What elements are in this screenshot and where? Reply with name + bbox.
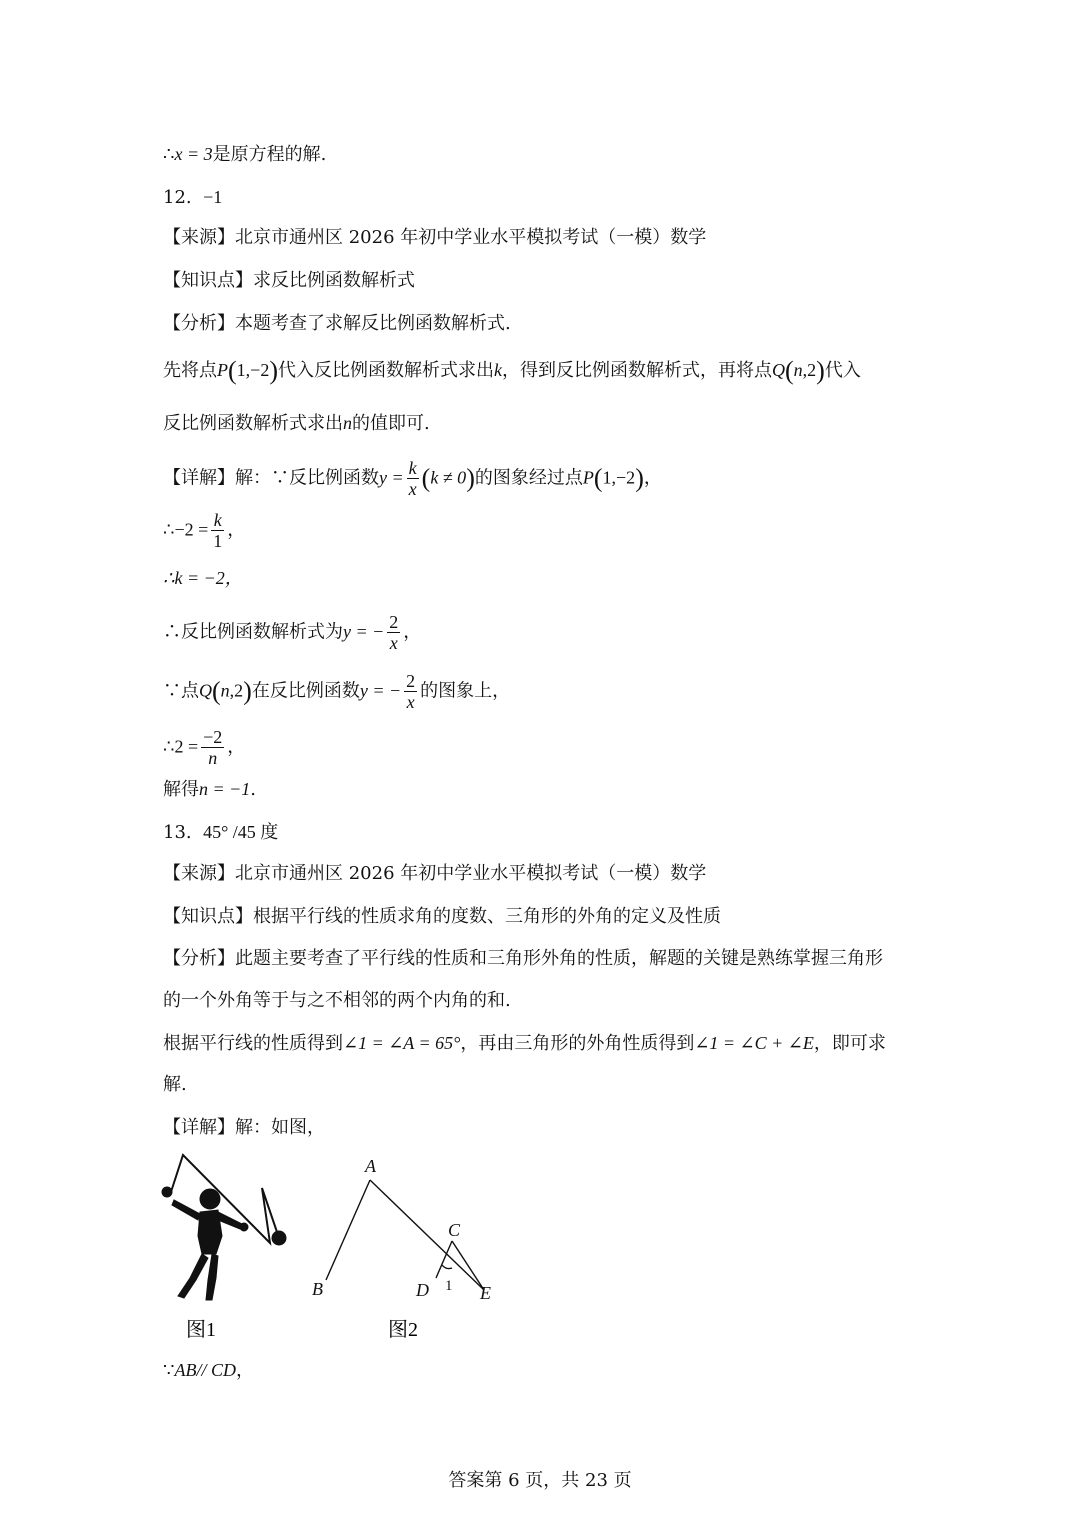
fig1-arm-left bbox=[172, 1200, 200, 1220]
q12-detail-line3 bbox=[163, 566, 243, 591]
fig1-dancer bbox=[162, 1155, 286, 1300]
text: . bbox=[250, 779, 257, 800]
label-A: A bbox=[365, 1156, 376, 1176]
q13-analysis-line2: 的一个外角等于与之不相邻的两个内角的和. bbox=[163, 990, 511, 1011]
text: 【详解】解：∵反比例函数 bbox=[163, 467, 379, 489]
text: 的值即可. bbox=[352, 413, 430, 434]
q13-analysis-line1: 【分析】此题主要考查了平行线的性质和三角形外角的性质，解题的关键是熟练掌握三角形 bbox=[163, 948, 883, 969]
q13-source: 【来源】北京市通州区 2026 年初中学业水平模拟考试（一模）数学 bbox=[163, 863, 707, 884]
fraction: $\frac{k}{x}$ bbox=[408, 458, 417, 499]
equation: ∴k = −2， bbox=[163, 568, 243, 588]
fig2-caption: 图2 bbox=[388, 1319, 418, 1341]
point-args: 1,−2 bbox=[602, 467, 636, 488]
fig1-ball-right bbox=[272, 1231, 286, 1245]
text: 在反比例函数 bbox=[251, 680, 360, 702]
var-k: k bbox=[494, 360, 502, 380]
equation: ∠1 = ∠C + ∠E bbox=[694, 1033, 814, 1053]
equation: y = − bbox=[343, 621, 385, 642]
equation: n = −1 bbox=[199, 779, 251, 799]
point-P: P bbox=[217, 360, 228, 380]
label-B: B bbox=[312, 1279, 323, 1299]
text: ， bbox=[227, 736, 246, 758]
text: ，即可求 bbox=[813, 1033, 886, 1054]
label-D: D bbox=[416, 1280, 429, 1300]
text: 代入 bbox=[824, 360, 861, 381]
figures-svg bbox=[150, 1150, 510, 1350]
q13-detail-last-line bbox=[163, 1358, 254, 1383]
fraction: $\frac{2}{x}$ bbox=[406, 671, 416, 712]
q12-detail-line2 bbox=[163, 510, 245, 551]
answer: −1 bbox=[203, 187, 223, 207]
answer: 45° /45 度 bbox=[203, 822, 279, 842]
text: ， bbox=[227, 519, 246, 541]
text: 是原方程的解. bbox=[212, 144, 327, 165]
label-C: C bbox=[448, 1220, 461, 1240]
condition: k ≠ 0 bbox=[430, 467, 467, 488]
text: 解得 bbox=[163, 779, 199, 800]
text: ， bbox=[235, 1360, 254, 1381]
q12-analysis-line3 bbox=[163, 411, 430, 436]
point-args: ,2 bbox=[229, 680, 244, 701]
fig2-diagram bbox=[326, 1180, 484, 1290]
text: ∴反比例函数解析式为 bbox=[163, 621, 343, 643]
equation: x = 3 bbox=[174, 144, 213, 164]
q12-detail-line1: 【详解】解：∵反比例函数y = $\frac{k}{x}$ (k ≠ 0)的图象经过点P(1,−2)， bbox=[163, 458, 662, 499]
var-n: n bbox=[793, 360, 803, 380]
equation: AB// CD bbox=[174, 1360, 236, 1380]
equation: ∴−2 = bbox=[163, 519, 209, 540]
line-conclusion bbox=[163, 142, 326, 167]
equation: ∠1 = ∠A = 65° bbox=[343, 1033, 461, 1053]
point-args: 1,−2 bbox=[236, 360, 270, 380]
q12-detail-line6 bbox=[163, 727, 245, 768]
text: 反比例函数解析式求出 bbox=[163, 413, 343, 434]
text: ， bbox=[643, 467, 662, 489]
q12-detail-line7 bbox=[163, 777, 256, 802]
q13-knowledge: 【知识点】根据平行线的性质求角的度数、三角形的外角的定义及性质 bbox=[163, 906, 721, 927]
point-Q: Q bbox=[199, 680, 212, 701]
text: 代入反比例函数解析式求出 bbox=[278, 360, 494, 381]
var-n: n bbox=[220, 680, 230, 701]
therefore-symbol: ∴ bbox=[163, 144, 175, 165]
text: ∵点 bbox=[163, 680, 199, 702]
q13-analysis-line4: 解. bbox=[163, 1074, 187, 1095]
text: ， bbox=[403, 621, 422, 643]
question-number: 13. bbox=[163, 822, 192, 843]
fig1-arm-right bbox=[218, 1212, 242, 1229]
fig1-leg-left bbox=[178, 1254, 208, 1298]
figures bbox=[150, 1150, 510, 1350]
q12-source: 【来源】北京市通州区 2026 年初中学业水平模拟考试（一模）数学 bbox=[163, 227, 707, 248]
equation: ∴2 = bbox=[163, 736, 199, 757]
text: 根据平行线的性质得到 bbox=[163, 1033, 343, 1054]
q12-analysis-line2: 先将点P(1,−2)代入反比例函数解析式求出k，得到反比例函数解析式，再将点Q(n,2)代入 bbox=[163, 356, 861, 385]
fraction: $\frac{2}{x}$ bbox=[389, 612, 399, 653]
q13-analysis-line3 bbox=[163, 1031, 886, 1056]
because-symbol: ∵ bbox=[163, 1360, 175, 1381]
q13-answer-line bbox=[163, 820, 278, 845]
point-P: P bbox=[582, 467, 594, 488]
page-footer: 答案第 6 页，共 23 页 bbox=[448, 1470, 632, 1491]
fraction: $\frac{k}{1}$ bbox=[213, 510, 223, 551]
angle-1-arc bbox=[442, 1265, 452, 1269]
point-Q: Q bbox=[772, 360, 785, 380]
text: 先将点 bbox=[163, 360, 217, 381]
equation: y = − bbox=[359, 680, 402, 701]
text: 的图象上， bbox=[420, 680, 511, 702]
var-n: n bbox=[343, 413, 352, 433]
fig1-hand-right bbox=[240, 1223, 248, 1231]
segment-AE bbox=[370, 1180, 484, 1290]
q12-analysis: 【分析】本题考查了求解反比例函数解析式. bbox=[163, 313, 511, 334]
equation: y = bbox=[379, 467, 404, 488]
fig1-leg-right bbox=[206, 1254, 218, 1300]
label-angle-1: 1 bbox=[445, 1278, 453, 1294]
fig1-head bbox=[200, 1189, 220, 1209]
text: ，再由三角形的外角性质得到 bbox=[460, 1033, 695, 1054]
fraction: $\frac{-2}{n}$ bbox=[203, 727, 223, 768]
q13-detail: 【详解】解：如图， bbox=[163, 1117, 325, 1138]
point-args: ,2 bbox=[802, 360, 817, 380]
text: 的图象经过点 bbox=[474, 467, 583, 489]
q12-answer-line bbox=[163, 185, 222, 210]
label-E: E bbox=[480, 1283, 491, 1303]
q12-detail-line4 bbox=[163, 612, 421, 653]
text: ，得到反比例函数解析式，再将点 bbox=[502, 360, 772, 381]
fig1-caption: 图1 bbox=[186, 1319, 216, 1341]
question-number: 12. bbox=[163, 187, 192, 208]
q12-knowledge: 【知识点】求反比例函数解析式 bbox=[163, 270, 415, 291]
segment-BA bbox=[326, 1180, 370, 1280]
fig1-ribbon bbox=[170, 1155, 278, 1243]
q12-detail-line5: ∵点Q(n,2)在反比例函数y = − $\frac{2}{x}$ 的图象上， bbox=[163, 671, 511, 712]
fig1-ball-left bbox=[162, 1187, 172, 1197]
